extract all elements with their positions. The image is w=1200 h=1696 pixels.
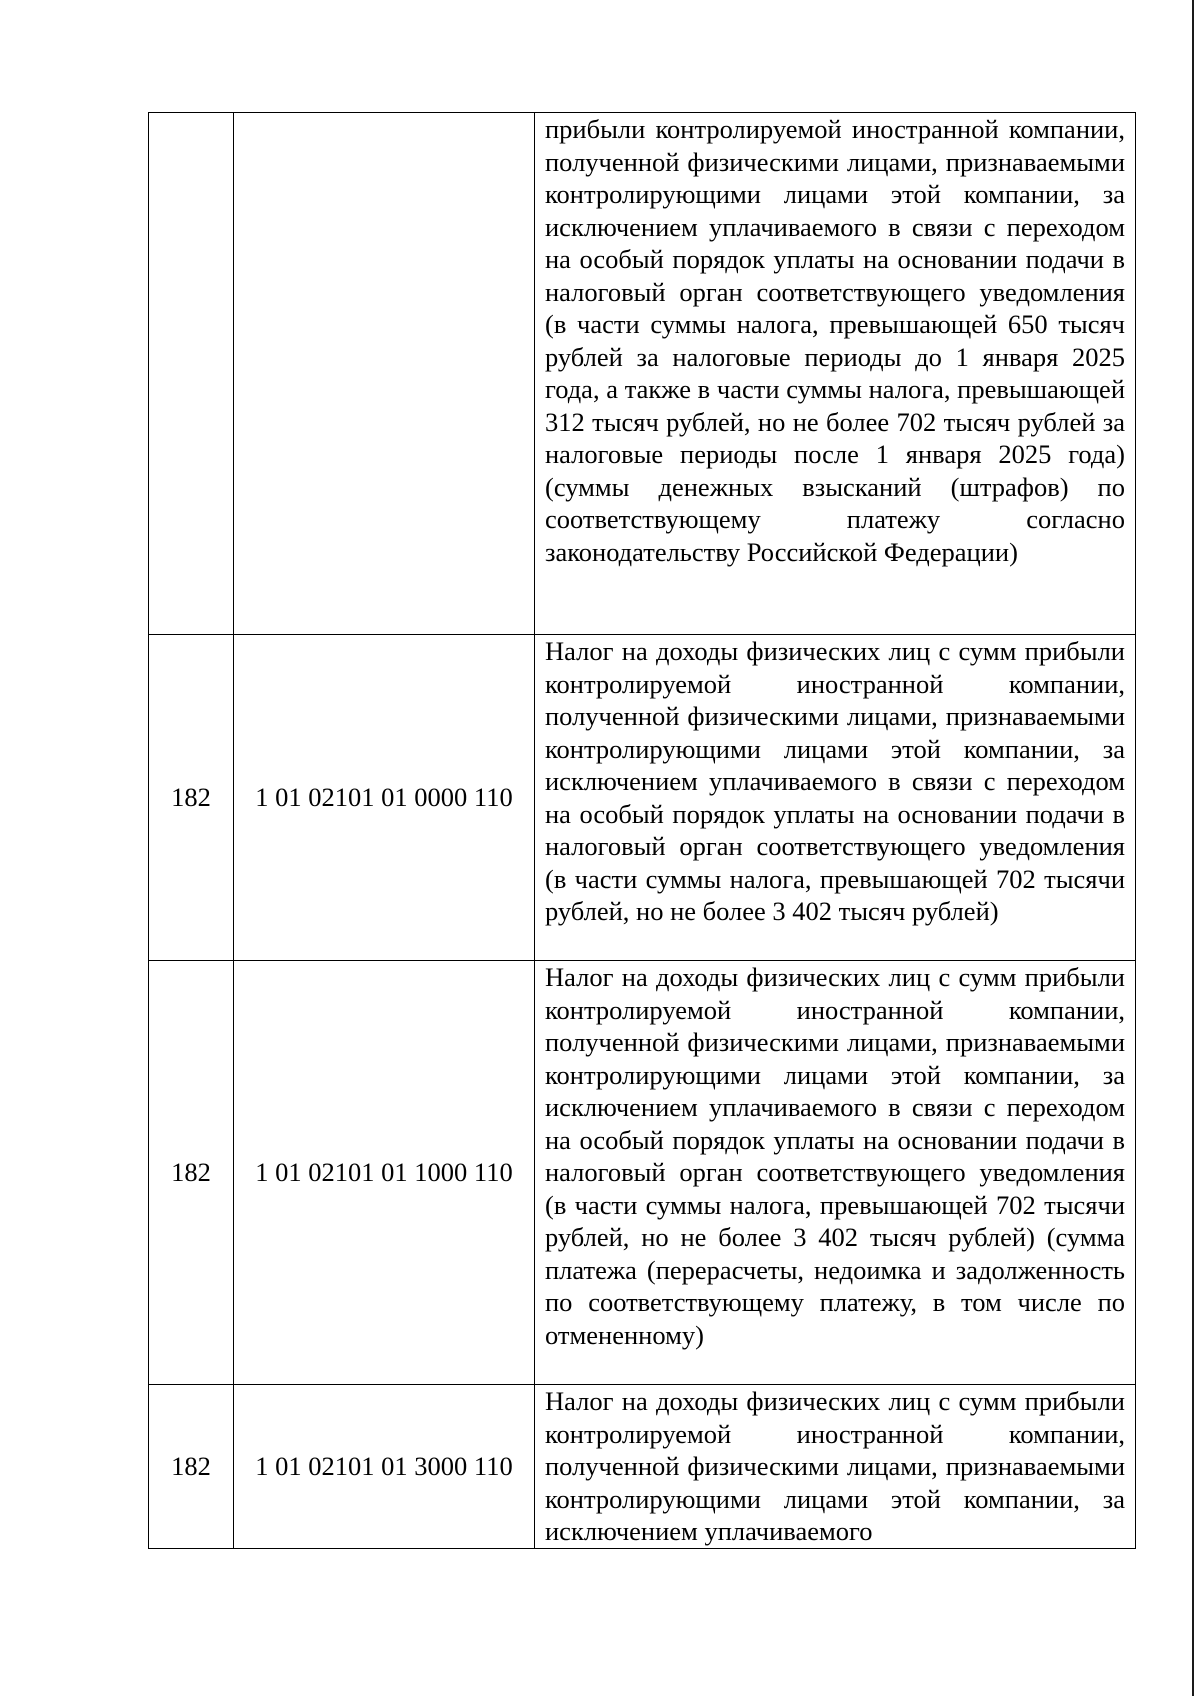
table-row xyxy=(149,961,1136,1385)
description-cell xyxy=(535,1385,1136,1549)
admin-code-cell: 182 xyxy=(149,1385,234,1549)
admin-code-cell: 182 xyxy=(149,635,234,961)
description-cell xyxy=(535,113,1136,635)
description-cell xyxy=(535,635,1136,961)
kbk-code-cell: 1 01 02101 01 1000 110 xyxy=(234,961,535,1385)
description-text: Налог на доходы физических лиц с сумм прибыли контролируемой иностранной компании, полученной физическими лицами, признаваемыми контролирующими лицами этой компании, за исключением уплачиваемого в связи с переходом на особый порядок уплаты на основании подачи в налоговый орган соответствующего уведомления (в части суммы налога, превышающей 702 тысячи рублей, но не более 3 402 тысяч рублей) (сумма платежа (перерасчеты, недоимка и задолженность по соответствующему платежу, в том числе по отмененному) xyxy=(545,962,1125,1350)
table-row xyxy=(149,635,1136,961)
description-text: прибыли контролируемой иностранной компании, полученной физическими лицами, признаваемыми контролирующими лицами этой компании, за исключением уплачиваемого в связи с переходом на особый порядок уплаты на основании подачи в налоговый орган соответствующего уведомления (в части суммы налога, превышающей 650 тысяч рублей за налоговые периоды до 1 января 2025 года, а также в части суммы налога, превышающей 312 тысяч рублей, но не более 702 тысяч рублей за налоговые периоды после 1 января 2025 года) (суммы денежных взысканий (штрафов) по соответствующему платежу согласно законодательству Российской Федерации) xyxy=(545,114,1125,567)
admin-code-cell: 182 xyxy=(149,961,234,1385)
table-row xyxy=(149,1385,1136,1549)
description-text: Налог на доходы физических лиц с сумм прибыли контролируемой иностранной компании, полученной физическими лицами, признаваемыми контролирующими лицами этой компании, за исключением уплачиваемого в связи с переходом на особый порядок уплаты на основании подачи в налоговый орган соответствующего уведомления (в части суммы налога, превышающей 702 тысячи рублей, но не более 3 402 тысяч рублей) xyxy=(545,636,1125,926)
page-edge-divider xyxy=(1192,0,1194,1696)
budget-codes-table xyxy=(148,112,1136,1549)
kbk-code-cell: 1 01 02101 01 0000 110 xyxy=(234,635,535,961)
description-text: Налог на доходы физических лиц с сумм прибыли контролируемой иностранной компании, полученной физическими лицами, признаваемыми контролирующими лицами этой компании, за исключением уплачиваемого xyxy=(545,1386,1125,1546)
description-cell xyxy=(535,961,1136,1385)
kbk-code-cell xyxy=(234,113,535,635)
table-row xyxy=(149,113,1136,635)
kbk-code-cell: 1 01 02101 01 3000 110 xyxy=(234,1385,535,1549)
admin-code-cell xyxy=(149,113,234,635)
